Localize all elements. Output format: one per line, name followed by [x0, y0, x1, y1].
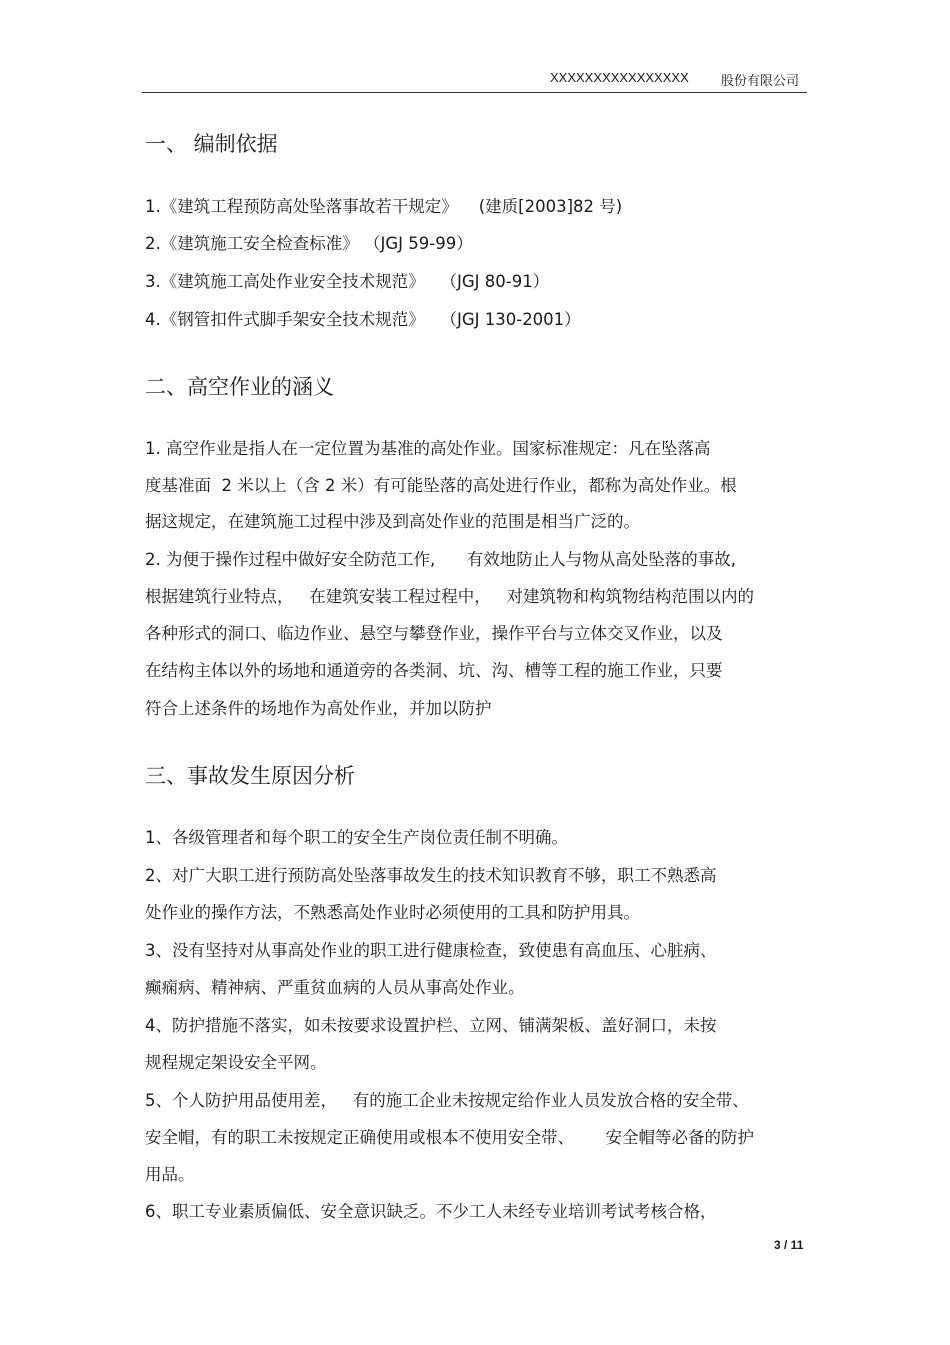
paragraph-line: 据这规定，在建筑施工过程中涉及到高处作业的范围是相当广泛的。 [145, 512, 640, 531]
section-title: 二、高空作业的涵义 [145, 375, 334, 399]
paragraph-line: 度基准面 2 米以上（含 2 米）有可能坠落的高处进行作业，都称为高处作业。根 [145, 476, 737, 495]
paragraph-line: 符合上述条件的场地作为高处作业，并加以防护 [145, 699, 492, 718]
list-item: 3.《建筑施工高处作业安全技术规范》 （JGJ 80-91） [145, 272, 550, 291]
paragraph-line: 规程规定架设安全平网。 [145, 1053, 327, 1072]
paragraph-line: 用品。 [145, 1165, 195, 1184]
paragraph-line: 2、对广大职工进行预防高处坠落事故发生的技术知识教育不够，职工不熟悉高 [145, 866, 717, 885]
page-number: 3 / 11 [774, 1238, 804, 1252]
paragraph-line: 5、个人防护用品使用差， 有的施工企业未按规定给作业人员发放合格的安全带、 [145, 1091, 749, 1110]
list-item: 4.《钢管扣件式脚手架安全技术规范》 （JGJ 130-2001） [145, 310, 581, 329]
list-item: 1.《建筑工程预防高处坠落事故若干规定》 (建质[2003]82 号) [145, 197, 623, 216]
list-item: 2.《建筑施工安全检查标准》 （JGJ 59-99） [145, 234, 473, 253]
paragraph-line: 根据建筑行业特点， 在建筑安装工程过程中， 对建筑物和构筑物结构范围以内的 [145, 587, 754, 606]
paragraph-line: 3、没有坚持对从事高处作业的职工进行健康检查，致使患有高血压、心脏病、 [145, 941, 717, 960]
paragraph-line: 处作业的操作方法，不熟悉高处作业时必须使用的工具和防护用具。 [145, 903, 640, 922]
paragraph-line: 2. 为便于操作过程中做好安全防范工作, 有效地防止人与物从高处坠落的事故, [145, 550, 736, 569]
paragraph-line: 4、防护措施不落实，如未按要求设置护栏、立网、铺满架板、盖好洞口，未按 [145, 1016, 717, 1035]
section-title: 一、 编制依据 [145, 132, 278, 156]
paragraph-line: 安全帽，有的职工未按规定正确使用或根本不使用安全带、 安全帽等必备的防护 [145, 1128, 754, 1147]
section-title: 三、事故发生原因分析 [145, 764, 355, 788]
header-company: 股份有限公司 [720, 74, 799, 89]
paragraph-line: 癫痫病、精神病、严重贫血病的人员从事高处作业。 [145, 978, 525, 997]
paragraph-line: 1、各级管理者和每个职工的安全生产岗位责任制不明确。 [145, 828, 568, 847]
header-code: XXXXXXXXXXXXXXXX [550, 70, 689, 85]
paragraph-line: 6、职工专业素质偏低、安全意识缺乏。不少工人未经专业培训考试考核合格， [145, 1202, 717, 1221]
paragraph-line: 在结构主体以外的场地和通道旁的各类洞、坑、沟、槽等工程的施工作业，只要 [145, 661, 723, 680]
page-header [142, 68, 807, 93]
paragraph-line: 各种形式的洞口、临边作业、悬空与攀登作业，操作平台与立体交叉作业，以及 [145, 624, 723, 643]
paragraph-line: 1. 高空作业是指人在一定位置为基准的高处作业。国家标准规定：凡在坠落高 [145, 439, 711, 458]
